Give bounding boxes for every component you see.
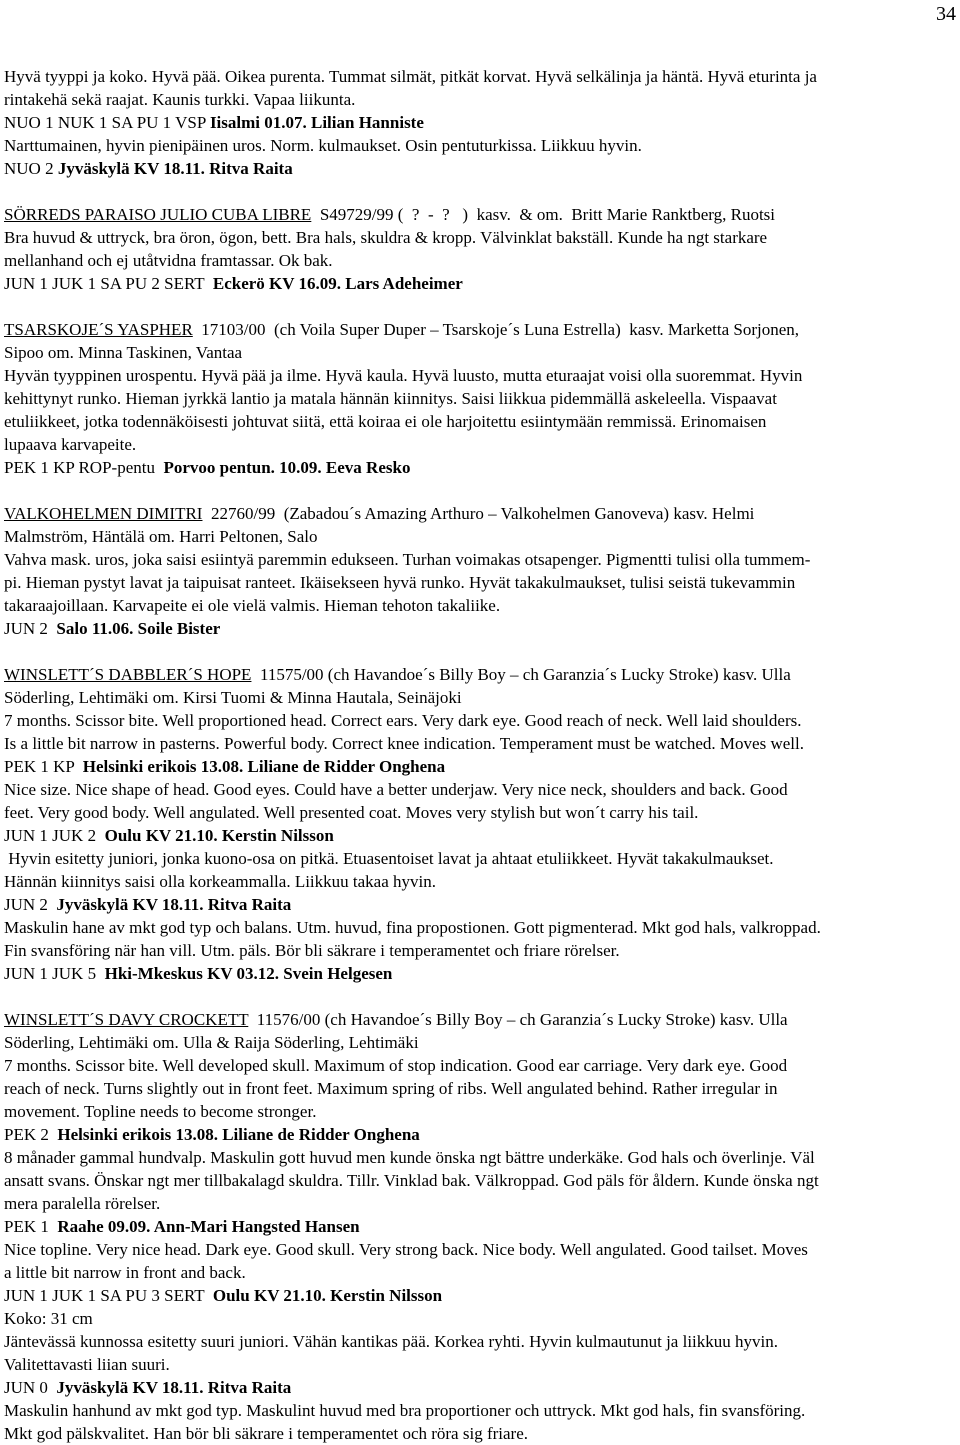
text-line [4, 433, 954, 456]
line-text: 7 months. Scissor bite. Well developed skull. Maximum of stop indication. Good ear carriage. Very dark eye. Good [4, 1056, 788, 1075]
result-line [4, 1284, 954, 1307]
result-line [4, 893, 954, 916]
show-name-judge: Hki-Mkeskus KV 03.12. Svein Helgesen [104, 964, 393, 983]
entry-spacer [4, 180, 954, 203]
line-text: Söderling, Lehtimäki om. Ulla & Raija Söderling, Lehtimäki [4, 1033, 419, 1052]
text-line [4, 410, 954, 433]
text-line [4, 1238, 954, 1261]
text-line [4, 1192, 954, 1215]
line-text: mellanhand och ej utåtvidna framtassar. Ok bak. [4, 251, 333, 270]
line-text: Vahva mask. uros, joka saisi esiintyä paremmin edukseen. Turhan voimakas otsapenger. Pigmentti tulisi olla tummem- [4, 550, 811, 569]
entry-spacer [4, 479, 954, 502]
show-name-judge: Helsinki erikois 13.08. Liliane de Ridder Onghena [57, 1125, 420, 1144]
dog-header-line [4, 1008, 954, 1031]
show-name-judge: Raahe 09.09. Ann-Mari Hangsted Hansen [57, 1217, 360, 1236]
result-line [4, 272, 954, 295]
text-line [4, 1100, 954, 1123]
text-line [4, 916, 954, 939]
line-text: NUO 1 NUK 1 SA PU 1 VSP [4, 113, 210, 132]
dog-header-line [4, 663, 954, 686]
dog-header-line [4, 203, 954, 226]
show-name-judge: Helsinki erikois 13.08. Liliane de Ridder Onghena [82, 757, 446, 776]
result-line [4, 755, 954, 778]
text-line [4, 1307, 954, 1330]
text-line [4, 1054, 954, 1077]
text-line [4, 870, 954, 893]
line-text: Hännän kiinnitys saisi olla korkeammalla. Liikkuu takaa hyvin. [4, 872, 436, 891]
line-text: feet. Very good body. Well angulated. Well presented coat. Moves very stylish but won´t carry his tail. [4, 803, 699, 822]
line-text: Nice topline. Very nice head. Dark eye. Good skull. Very strong back. Nice body. Well angulated. Good tailset. Moves [4, 1240, 808, 1259]
line-text: kehittynyt runko. Hieman jyrkkä lantio ja matala hännän kiinnitys. Saisi liikkua pidemmällä askeleella. Vispaavat [4, 389, 777, 408]
show-name-judge: Oulu KV 21.10. Kerstin Nilsson [212, 1286, 443, 1305]
line-text: Bra huvud & uttryck, bra öron, ögon, bett. Bra hals, skuldra & kropp. Välvinklat bakställ. Kunde ha ngt starkare [4, 228, 768, 247]
line-text: JUN 1 JUK 5 [4, 964, 105, 983]
text-line [4, 847, 954, 870]
dog-name: WINSLETT´S DAVY CROCKETT [4, 1010, 249, 1029]
line-text: movement. Topline needs to become stronger. [4, 1102, 317, 1121]
dog-name: WINSLETT´S DABBLER´S HOPE [4, 665, 252, 684]
text-line [4, 709, 954, 732]
text-line [4, 778, 954, 801]
show-name-judge: Oulu KV 21.10. Kerstin Nilsson [104, 826, 334, 845]
dog-entry [4, 203, 954, 295]
text-line [4, 88, 954, 111]
text-line [4, 1422, 954, 1445]
dog-name: SÖRREDS PARAISO JULIO CUBA LIBRE [4, 205, 312, 224]
line-text: Is a little bit narrow in pasterns. Powerful body. Correct knee indication. Temperament must be watched. Moves well. [4, 734, 804, 753]
line-text: reach of neck. Turns slightly out in front feet. Maximum spring of ribs. Well angulated behind. Rather irregular in [4, 1079, 778, 1098]
line-text: a little bit narrow in front and back. [4, 1263, 246, 1282]
show-name-judge: Salo 11.06. Soile Bister [56, 619, 221, 638]
text-line [4, 571, 954, 594]
line-text: 7 months. Scissor bite. Well proportioned head. Correct ears. Very dark eye. Good reach of neck. Well laid shoulders. [4, 711, 802, 730]
show-name-judge: Jyväskylä KV 18.11. Ritva Raita [56, 895, 292, 914]
text-line [4, 1353, 954, 1376]
text-line [4, 1261, 954, 1284]
dog-entry [4, 502, 954, 640]
text-line [4, 364, 954, 387]
text-line [4, 1399, 954, 1422]
page-number: 34 [936, 3, 956, 25]
text-line [4, 1031, 954, 1054]
text-line [4, 249, 954, 272]
text-line [4, 387, 954, 410]
line-text: JUN 2 [4, 895, 57, 914]
dog-header-line [4, 502, 954, 525]
result-line [4, 111, 954, 134]
result-line [4, 456, 954, 479]
text-line [4, 525, 954, 548]
result-line [4, 157, 954, 180]
line-text: takaraajoillaan. Karvapeite ei ole vielä valmis. Hieman tehoton takaliike. [4, 596, 501, 615]
line-text: JUN 1 JUK 1 SA PU 2 SERT [4, 274, 213, 293]
line-text: Malmström, Häntälä om. Harri Peltonen, Salo [4, 527, 318, 546]
show-name-judge: Jyväskylä KV 18.11. Ritva Raita [56, 1378, 292, 1397]
dog-name: VALKOHELMEN DIMITRI [4, 504, 203, 523]
line-text: Koko: 31 cm [4, 1309, 93, 1328]
text-line [4, 939, 954, 962]
text-line [4, 1169, 954, 1192]
dog-registration-info: 17103/00 (ch Voila Super Duper – Tsarskoje´s Luna Estrella) kasv. Marketta Sorjonen, [192, 320, 800, 339]
line-text: pi. Hieman pystyt lavat ja taipuisat ranteet. Ikäisekseen hyvä runko. Hyvät takakulmaukset, tulisi seistä tukevammin [4, 573, 796, 592]
line-text: mera paralella rörelser. [4, 1194, 161, 1213]
show-name-judge: Eckerö KV 16.09. Lars Adeheimer [212, 274, 463, 293]
line-text: PEK 1 KP [4, 757, 83, 776]
entry-spacer [4, 640, 954, 663]
text-line [4, 134, 954, 157]
line-text: Mkt god pälskvalitet. Han bör bli säkrare i temperamentet och röra sig friare. [4, 1424, 528, 1443]
text-line [4, 801, 954, 824]
entry-spacer [4, 985, 954, 1008]
result-line [4, 617, 954, 640]
text-line [4, 1077, 954, 1100]
line-text: Jäntevässä kunnossa esitetty suuri juniori. Vähän kantikas pää. Korkea ryhti. Hyvin kulmautunut ja liikkuu hyvin. [4, 1332, 778, 1351]
show-name-judge: Jyväskylä KV 18.11. Ritva Raita [57, 159, 293, 178]
dog-entry [4, 65, 954, 180]
entry-spacer [4, 295, 954, 318]
line-text: JUN 1 JUK 1 SA PU 3 SERT [4, 1286, 213, 1305]
text-line [4, 226, 954, 249]
show-name-judge: Iisalmi 01.07. Lilian Hanniste [209, 113, 424, 132]
text-line [4, 686, 954, 709]
line-text: Hyvän tyyppinen urospentu. Hyvä pää ja ilme. Hyvä kaula. Hyvä luusto, mutta eturaajat voisi olla suoremmat. Hyvin [4, 366, 803, 385]
text-line [4, 341, 954, 364]
line-text: JUN 2 [4, 619, 57, 638]
result-line [4, 824, 954, 847]
result-line [4, 1215, 954, 1238]
line-text: Hyvä tyyppi ja koko. Hyvä pää. Oikea purenta. Tummat silmät, pitkät korvat. Hyvä selkälinja ja häntä. Hyvä eturinta ja [4, 67, 817, 86]
line-text: Fin svansföring när han vill. Utm. päls. Bör bli säkrare i temperamentet och friare rörelser. [4, 941, 620, 960]
line-text: Narttumainen, hyvin pienipäinen uros. Norm. kulmaukset. Osin pentuturkissa. Liikkuu hyvin. [4, 136, 642, 155]
line-text: etuliikkeet, jotka todennäköisesti johtuvat siitä, että koiraa ei ole harjoitettu esiintymään remmissä. Erinomaisen [4, 412, 767, 431]
line-text: PEK 1 KP ROP-pentu [4, 458, 164, 477]
line-text: JUN 1 JUK 2 [4, 826, 105, 845]
line-text: 8 månader gammal hundvalp. Maskulin gott huvud men kunde önska ngt bättre underkäke. God hals och överlinje. Väl [4, 1148, 815, 1167]
line-text: JUN 0 [4, 1378, 57, 1397]
dog-registration-info: 11576/00 (ch Havandoe´s Billy Boy – ch Garanzia´s Lucky Stroke) kasv. Ulla [248, 1010, 788, 1029]
line-text: lupaava karvapeite. [4, 435, 137, 454]
line-text: Söderling, Lehtimäki om. Kirsi Tuomi & Minna Hautala, Seinäjoki [4, 688, 462, 707]
text-line [4, 594, 954, 617]
line-text: PEK 2 [4, 1125, 58, 1144]
line-text: Maskulin hanhund av mkt god typ. Maskulint huvud med bra proportioner och uttryck. Mkt god hals, fin svansföring. [4, 1401, 806, 1420]
document-body [4, 65, 954, 1445]
dog-registration-info: S49729/99 ( ? - ? ) kasv. & om. Britt Marie Ranktberg, Ruotsi [311, 205, 776, 224]
result-line [4, 1376, 954, 1399]
text-line [4, 1330, 954, 1353]
line-text: Maskulin hane av mkt god typ och balans. Utm. huvud, fina propostionen. Gott pigmenterad. Mkt god hals, valkroppad. [4, 918, 821, 937]
line-text: NUO 2 [4, 159, 58, 178]
dog-name: TSARSKOJE´S YASPHER [4, 320, 193, 339]
result-line [4, 962, 954, 985]
dog-registration-info: 11575/00 (ch Havandoe´s Billy Boy – ch Garanzia´s Lucky Stroke) kasv. Ulla [251, 665, 791, 684]
dog-entry [4, 663, 954, 985]
line-text: Valitettavasti liian suuri. [4, 1355, 170, 1374]
dog-registration-info: 22760/99 (Zabadou´s Amazing Arthuro – Valkohelmen Ganoveva) kasv. Helmi [202, 504, 755, 523]
line-text: Hyvin esitetty juniori, jonka kuono-osa on pitkä. Etuasentoiset lavat ja ahtaat etuliikkeet. Hyvät takakulmaukset. [4, 849, 774, 868]
dog-entry [4, 318, 954, 479]
text-line [4, 1146, 954, 1169]
show-name-judge: Porvoo pentun. 10.09. Eeva Resko [163, 458, 411, 477]
line-text: rintakehä sekä raajat. Kaunis turkki. Vapaa liikunta. [4, 90, 356, 109]
line-text: PEK 1 [4, 1217, 58, 1236]
line-text: Sipoo om. Minna Taskinen, Vantaa [4, 343, 243, 362]
text-line [4, 65, 954, 88]
dog-entry [4, 1008, 954, 1445]
text-line [4, 732, 954, 755]
result-line [4, 1123, 954, 1146]
line-text: Nice size. Nice shape of head. Good eyes. Could have a better underjaw. Very nice neck, shoulders and back. Good [4, 780, 788, 799]
line-text: ansatt svans. Önskar ngt mer tillbakalagd skuldra. Tillr. Vinklad bak. Välkroppad. God päls för åldern. Kunde önska ngt [4, 1171, 819, 1190]
dog-header-line [4, 318, 954, 341]
text-line [4, 548, 954, 571]
